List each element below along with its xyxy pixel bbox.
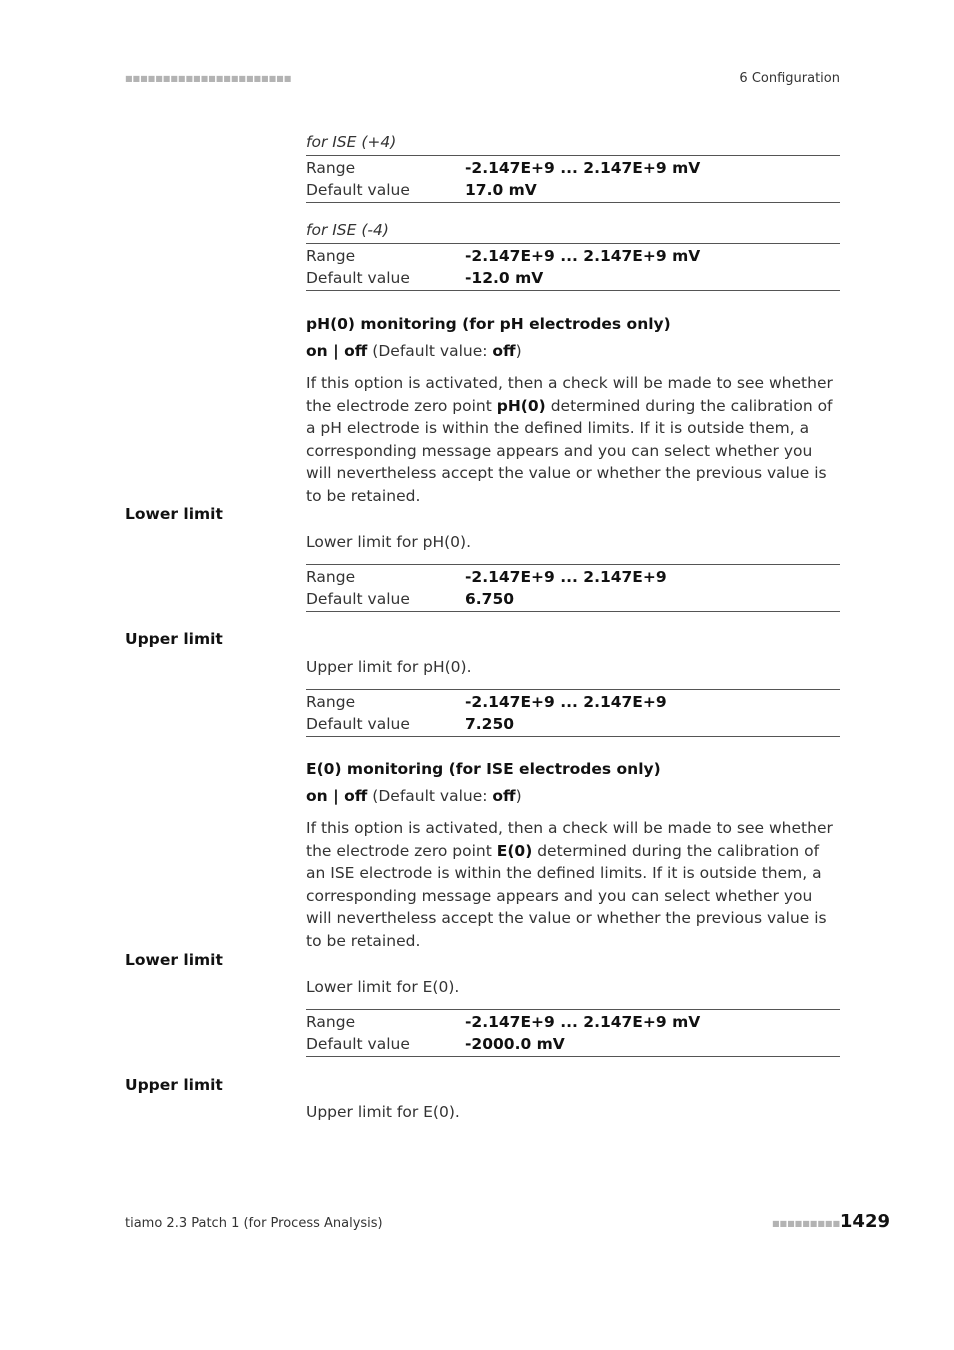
- parameter-description: Upper limit for pH(0).: [306, 658, 472, 676]
- product-name: tiamo 2.3 Patch 1 (for Process Analysis): [125, 1216, 383, 1231]
- parameter-table: [306, 564, 840, 612]
- header-decoration: ■■■■■■■■■■■■■■■■■■■■■■: [125, 74, 292, 83]
- default-value: 17.0 mV: [465, 181, 537, 199]
- option-line: [306, 787, 522, 805]
- default-value: -2000.0 mV: [465, 1035, 565, 1053]
- default-label: Default value: [306, 269, 410, 287]
- table-row: [306, 267, 840, 289]
- default-option: off: [492, 342, 516, 360]
- default-label: Default value: [306, 181, 410, 199]
- table-row: [306, 566, 840, 588]
- section-heading: E(0) monitoring (for ISE electrodes only): [306, 760, 661, 778]
- page-number: 1429: [839, 1211, 890, 1232]
- footer-decoration: ■■■■■■■■■: [772, 1219, 841, 1228]
- range-label: Range: [306, 693, 356, 711]
- option-line: [306, 342, 522, 360]
- table-row: [306, 245, 840, 267]
- parameter-description: Lower limit for pH(0).: [306, 533, 471, 551]
- table-row: [306, 588, 840, 610]
- range-label: Range: [306, 568, 356, 586]
- parameter-label: Lower limit: [125, 951, 223, 969]
- chapter-title: 6 Configuration: [739, 71, 840, 86]
- parameter-table: [306, 1009, 840, 1057]
- default-label: Default value: [306, 590, 410, 608]
- option-on: on: [306, 787, 328, 805]
- range-label: Range: [306, 247, 356, 265]
- default-prefix: (Default value:: [367, 342, 493, 360]
- table-row: [306, 179, 840, 201]
- table-caption: for ISE (+4): [306, 133, 397, 151]
- range-value: -2.147E+9 ... 2.147E+9: [465, 568, 667, 586]
- parameter-table: [306, 689, 840, 737]
- parameter-table: [306, 155, 840, 203]
- parameter-label: Upper limit: [125, 630, 223, 648]
- parameter-description: Upper limit for E(0).: [306, 1103, 460, 1121]
- paragraph-text: If this option is activated, then a check will be made to see whether the electrode zero point: [306, 374, 833, 415]
- table-row: [306, 157, 840, 179]
- default-prefix: (Default value:: [367, 787, 493, 805]
- option-on: on: [306, 342, 328, 360]
- table-row: [306, 713, 840, 735]
- table-caption: for ISE (-4): [306, 221, 389, 239]
- range-value: -2.147E+9 ... 2.147E+9 mV: [465, 247, 701, 265]
- default-value: -12.0 mV: [465, 269, 544, 287]
- range-value: -2.147E+9 ... 2.147E+9: [465, 693, 667, 711]
- range-value: -2.147E+9 ... 2.147E+9 mV: [465, 159, 701, 177]
- range-value: -2.147E+9 ... 2.147E+9 mV: [465, 1013, 701, 1031]
- default-suffix: ): [515, 342, 522, 360]
- default-value: 6.750: [465, 590, 515, 608]
- table-row: [306, 691, 840, 713]
- option-off: off: [344, 342, 368, 360]
- paragraph-term: E(0): [496, 841, 533, 860]
- parameter-label: Lower limit: [125, 505, 223, 523]
- option-separator: |: [327, 342, 345, 360]
- paragraph-text: If this option is activated, then a check will be made to see whether the electrode zero point: [306, 819, 833, 860]
- option-separator: |: [327, 787, 345, 805]
- paragraph-term: pH(0): [496, 396, 546, 415]
- default-label: Default value: [306, 715, 410, 733]
- option-off: off: [344, 787, 368, 805]
- section-heading: pH(0) monitoring (for pH electrodes only): [306, 315, 671, 333]
- default-value: 7.250: [465, 715, 515, 733]
- paragraph-text: determined during the calibration of a pH electrode is within the defined limits. If it is outside them, a corresponding message appears and you can select whether you will nevertheless accept the value or whether the previous value is to be retained.: [306, 396, 833, 505]
- default-suffix: ): [515, 787, 522, 805]
- description-paragraph: [306, 817, 842, 952]
- parameter-table: [306, 243, 840, 291]
- default-label: Default value: [306, 1035, 410, 1053]
- table-row: [306, 1033, 840, 1055]
- parameter-description: Lower limit for E(0).: [306, 978, 460, 996]
- table-row: [306, 1011, 840, 1033]
- description-paragraph: [306, 372, 842, 507]
- range-label: Range: [306, 1013, 356, 1031]
- range-label: Range: [306, 159, 356, 177]
- parameter-label: Upper limit: [125, 1076, 223, 1094]
- paragraph-text: determined during the calibration of an ISE electrode is within the defined limits. If it is outside them, a corresponding message appears and you can select whether you will nevertheless accept the value or whether the previous value is to be retained.: [306, 841, 827, 950]
- default-option: off: [492, 787, 516, 805]
